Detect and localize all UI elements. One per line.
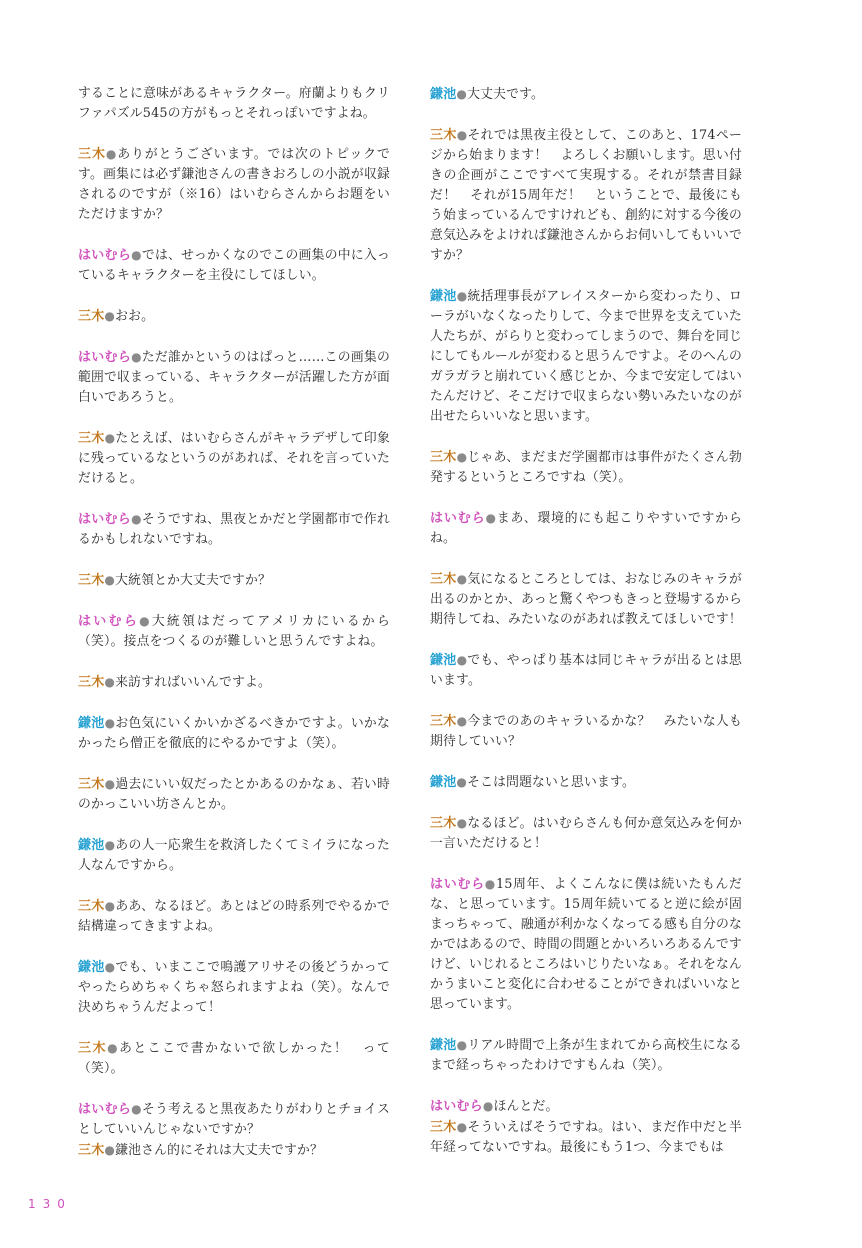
speaker-dot-icon: ● xyxy=(456,128,468,142)
speaker-dot-icon: ● xyxy=(485,511,497,525)
speaker-name-miki: 三木 xyxy=(78,1143,105,1158)
dialogue-text: 大統領はだってアメリカにいるから（笑）。接点をつくるのが難しいと思うんですよね。 xyxy=(78,614,390,649)
speaker-name-kamachi: 鎌池 xyxy=(430,775,457,790)
speaker-name-miki: 三木 xyxy=(78,899,105,914)
speaker-name-haimura: はいむら xyxy=(78,614,140,629)
speaker-name-miki: 三木 xyxy=(78,1041,108,1056)
speaker-name-miki: 三木 xyxy=(78,309,105,324)
speaker-dot-icon: ● xyxy=(484,877,496,891)
right-column xyxy=(430,84,742,1178)
dialogue-paragraph xyxy=(430,711,742,752)
speaker-name-kamachi: 鎌池 xyxy=(78,960,105,975)
dialogue-text: あとここで書かないで欲しかった！ って（笑）。 xyxy=(78,1041,391,1076)
dialogue-paragraph xyxy=(430,447,742,488)
speaker-dot-icon: ● xyxy=(456,653,468,667)
dialogue-paragraph xyxy=(78,144,390,225)
dialogue-paragraph xyxy=(430,874,742,1015)
speaker-name-miki: 三木 xyxy=(430,450,457,465)
speaker-dot-icon: ● xyxy=(104,675,116,689)
dialogue-text: 今までのあのキャラいるかな？ みたいな人も期待していい？ xyxy=(430,714,743,749)
dialogue-paragraph xyxy=(430,813,742,854)
dialogue-paragraph xyxy=(430,508,742,549)
speaker-dot-icon: ● xyxy=(107,1041,120,1055)
speaker-dot-icon: ● xyxy=(456,572,468,586)
speaker-dot-icon: ● xyxy=(456,1038,468,1052)
dialogue-paragraph xyxy=(78,896,390,937)
speaker-name-miki: 三木 xyxy=(430,714,457,729)
dialogue-paragraph xyxy=(78,306,390,327)
dialogue-text: 気になるところとしては、おなじみのキャラが出るのかとか、あっと驚くやつもきっと登場するから期待してね、みたいなのがあれば教えてほしいです！ xyxy=(430,572,743,627)
speaker-dot-icon: ● xyxy=(456,816,468,830)
speaker-name-haimura: はいむら xyxy=(430,1099,483,1114)
dialogue-paragraph xyxy=(78,835,390,876)
speaker-name-haimura: はいむら xyxy=(430,511,486,526)
dialogue-paragraph xyxy=(78,774,390,815)
dialogue-text: ただ誰かというのはぱっと……この画集の範囲で収まっている、キャラクターが活躍した方が面白いであろうと。 xyxy=(78,350,390,405)
dialogue-text: おお。 xyxy=(115,309,155,324)
dialogue-text: 鎌池さん的にそれは大丈夫ですか？ xyxy=(115,1143,324,1158)
speaker-dot-icon: ● xyxy=(131,350,142,364)
dialogue-text: なるほど。はいむらさんも何か意気込みを何か一言いただけると！ xyxy=(430,816,743,851)
speaker-dot-icon: ● xyxy=(131,1102,142,1116)
speaker-name-miki: 三木 xyxy=(430,128,457,143)
dialogue-text: ほんとだ。 xyxy=(493,1099,559,1114)
speaker-name-kamachi: 鎌池 xyxy=(78,716,105,731)
speaker-dot-icon: ● xyxy=(104,899,116,913)
speaker-name-kamachi: 鎌池 xyxy=(430,87,457,102)
dialogue-text: あの人一応衆生を救済したくてミイラになった人なんですから。 xyxy=(78,838,390,873)
dialogue-paragraph xyxy=(78,1038,390,1079)
dialogue-text: 過去にいい奴だったとかあるのかなぁ、若い時のかっこいい坊さんとか。 xyxy=(78,777,391,812)
speaker-dot-icon: ● xyxy=(131,512,142,526)
speaker-dot-icon: ● xyxy=(104,960,116,974)
dialogue-text: することに意味があるキャラクター。府蘭よりもクリファパズル545の方がもっとそれっぽいですよね。 xyxy=(78,86,390,121)
dialogue-paragraph xyxy=(430,569,742,630)
speaker-dot-icon: ● xyxy=(456,775,468,789)
dialogue-text: でも、やっぱり基本は同じキャラが出るとは思います。 xyxy=(430,653,743,688)
speaker-name-miki: 三木 xyxy=(430,1120,457,1135)
dialogue-paragraph xyxy=(430,1096,742,1117)
speaker-dot-icon: ● xyxy=(104,573,116,587)
dialogue-text: じゃあ、まだまだ学園都市は事件がたくさん勃発するというところですね（笑）。 xyxy=(430,450,742,485)
speaker-dot-icon: ● xyxy=(104,1143,116,1157)
speaker-dot-icon: ● xyxy=(456,87,468,101)
dialogue-text: では、せっかくなのでこの画集の中に入っているキャラクターを主役にしてほしい。 xyxy=(78,248,391,283)
dialogue-paragraph xyxy=(78,428,390,489)
speaker-dot-icon: ● xyxy=(131,248,142,262)
dialogue-paragraph xyxy=(78,570,390,591)
speaker-name-haimura: はいむら xyxy=(78,1102,132,1117)
speaker-dot-icon: ● xyxy=(482,1099,494,1113)
dialogue-paragraph xyxy=(430,650,742,691)
speaker-name-kamachi: 鎌池 xyxy=(78,838,105,853)
dialogue-paragraph xyxy=(78,245,390,286)
speaker-name-miki: 三木 xyxy=(78,147,106,162)
dialogue-text: ああ、なるほど。あとはどの時系列でやるかで結構違ってきますよね。 xyxy=(78,899,390,934)
speaker-dot-icon: ● xyxy=(104,431,116,445)
dialogue-paragraph xyxy=(430,84,742,105)
speaker-dot-icon: ● xyxy=(456,450,468,464)
speaker-dot-icon: ● xyxy=(456,289,468,303)
speaker-dot-icon: ● xyxy=(139,614,152,628)
speaker-dot-icon: ● xyxy=(104,309,116,323)
dialogue-text: 大丈夫です。 xyxy=(467,87,545,102)
dialogue-text: でも、いまここで鳴護アリサその後どうかってやったらめちゃくちゃ怒られますよね（笑）。なんで決めちゃうんだよって！ xyxy=(78,960,390,1015)
speaker-name-miki: 三木 xyxy=(430,816,457,831)
speaker-name-kamachi: 鎌池 xyxy=(430,1038,457,1053)
speaker-dot-icon: ● xyxy=(104,777,116,791)
dialogue-paragraph xyxy=(78,509,390,550)
speaker-name-miki: 三木 xyxy=(78,573,105,588)
dialogue-paragraph xyxy=(430,286,742,427)
speaker-name-kamachi: 鎌池 xyxy=(430,653,457,668)
speaker-dot-icon: ● xyxy=(105,147,118,161)
page-number: 130 xyxy=(28,1197,72,1211)
dialogue-text: まあ、環境的にも起こりやすいですからね。 xyxy=(430,511,742,546)
dialogue-paragraph xyxy=(78,347,390,408)
dialogue-text: 大統領とか大丈夫ですか？ xyxy=(115,573,272,588)
left-column xyxy=(78,84,390,1181)
dialogue-paragraph xyxy=(430,125,742,266)
dialogue-text: 15周年、よくこんなに僕は続いたもんだな、と思っています。15周年続いてると逆に絵が固まっちゃって、融通が利かなくなってる感も自分のなかではあるので、時間の問題とかいろいろあるんですけど、いじれるところはいじりたいなぁ。それをなんかうまいこと変化に合わせることができればいいなと思っています。 xyxy=(430,877,742,1012)
dialogue-text: そうですね、黒夜とかだと学園都市で作れるかもしれないですね。 xyxy=(78,512,390,547)
speaker-dot-icon: ● xyxy=(104,716,116,730)
speaker-dot-icon: ● xyxy=(104,838,116,852)
dialogue-text: 来訪すればいいんですよ。 xyxy=(115,675,272,690)
dialogue-paragraph xyxy=(78,1099,390,1140)
dialogue-text: リアル時間で上条が生まれてから高校生になるまで経っちゃったわけですもんね（笑）。 xyxy=(430,1038,742,1073)
speaker-name-haimura: はいむら xyxy=(430,877,485,892)
dialogue-paragraph xyxy=(78,713,390,754)
dialogue-text: 統括理事長がアレイスターから変わったり、ローラがいなくなったりして、今まで世界を支えていた人たちが、がらりと変わってしまうので、舞台を同じにしてもルールが変わると思うんですよ。そのへんのガラガラと崩れていく感じとか、今まで安定してはいたんだけど、そこだけで収まらない勢いみたいなのが出せたらいいなと思います。 xyxy=(430,289,743,424)
dialogue-paragraph xyxy=(78,957,390,1018)
dialogue-paragraph xyxy=(78,611,390,652)
dialogue-text: そういえばそうですね。はい、まだ作中だと半年経ってないですね。最後にもう1つ、今までもは xyxy=(430,1120,743,1155)
dialogue-paragraph xyxy=(78,1140,390,1161)
speaker-dot-icon: ● xyxy=(456,714,468,728)
dialogue-text: ありがとうございます。では次のトピックです。画集には必ず鎌池さんの書きおろしの小説が収録されるのですが（※16）はいむらさんからお題をいただけますか？ xyxy=(78,147,390,222)
speaker-name-kamachi: 鎌池 xyxy=(430,289,457,304)
dialogue-text: お色気にいくかいかざるべきかですよ。いかなかったら僧正を徹底的にやるかですよ（笑）。 xyxy=(78,716,391,751)
speaker-name-haimura: はいむら xyxy=(78,350,132,365)
speaker-name-miki: 三木 xyxy=(78,777,105,792)
dialogue-text: たとえば、はいむらさんがキャラデザして印象に残っているなというのがあれば、それを言っていただけると。 xyxy=(78,431,391,486)
dialogue-paragraph xyxy=(78,672,390,693)
dialogue-paragraph xyxy=(430,772,742,793)
dialogue-text: そう考えると黒夜あたりがわりとチョイスとしていいんじゃないですか？ xyxy=(78,1102,390,1137)
speaker-name-miki: 三木 xyxy=(78,431,105,446)
dialogue-text: そこは問題ないと思います。 xyxy=(467,775,636,790)
speaker-name-haimura: はいむら xyxy=(78,512,132,527)
dialogue-text: それでは黒夜主役として、このあと、174ページから始まります！ よろしくお願いします。思い付きの企画がここですべて実現する。それが禁書目録だ！ それが15周年だ！ ということで、最後にもう始まっているんですけれども、創約に対する今後の意気込みをよければ鎌池さんからお伺いしてもいいですか？ xyxy=(430,128,743,263)
dialogue-paragraph xyxy=(430,1035,742,1076)
speaker-name-haimura: はいむら xyxy=(78,248,132,263)
dialogue-paragraph xyxy=(430,1117,742,1158)
dialogue-paragraph xyxy=(78,84,390,124)
speaker-name-miki: 三木 xyxy=(430,572,457,587)
speaker-name-miki: 三木 xyxy=(78,675,105,690)
speaker-dot-icon: ● xyxy=(456,1120,468,1134)
